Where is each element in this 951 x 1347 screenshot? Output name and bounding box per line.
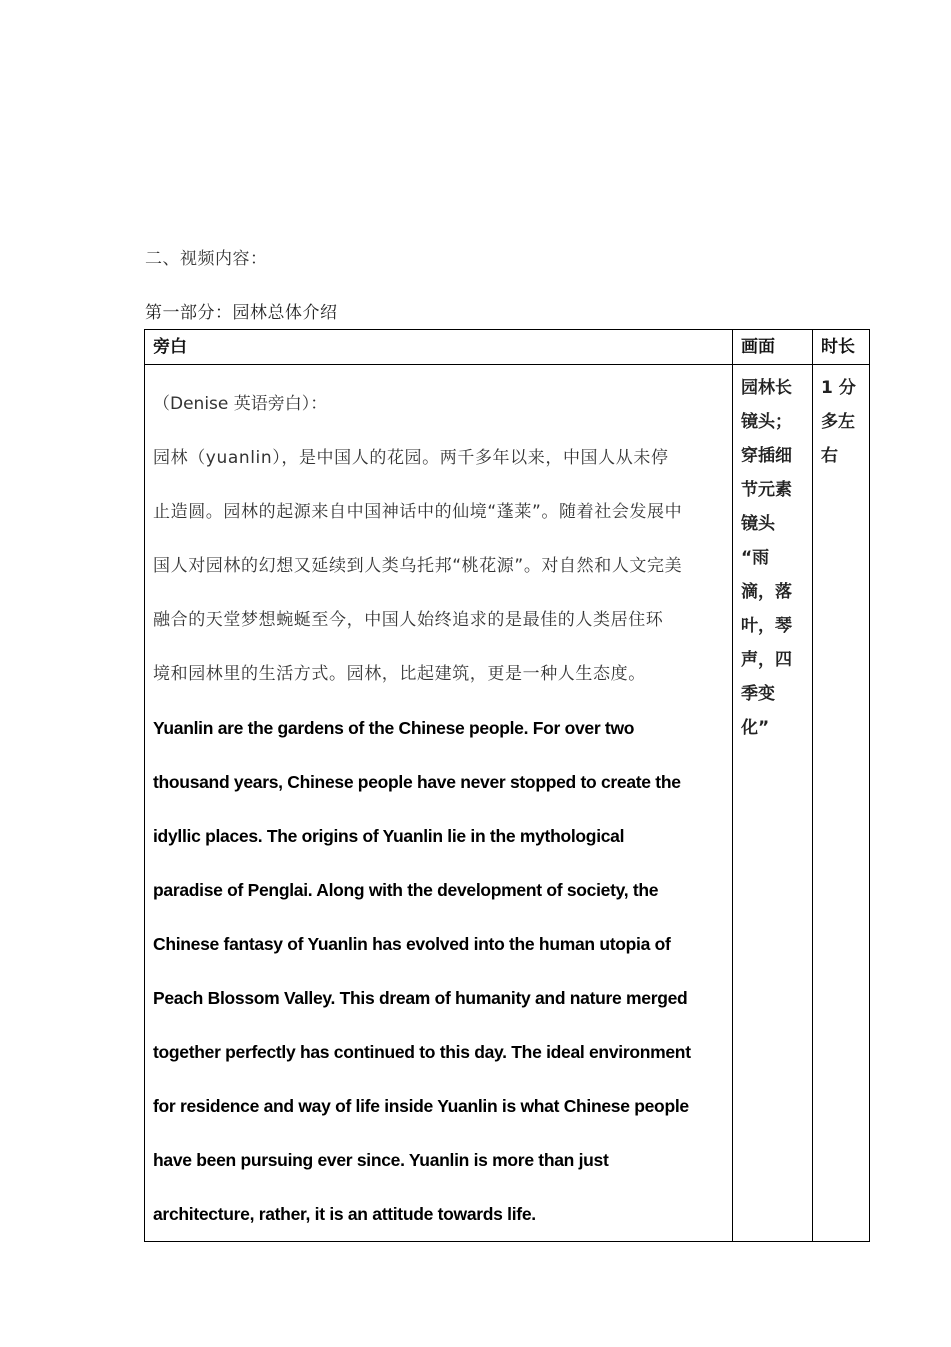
english-line: idyllic places. The origins of Yuanlin lie in the mythological	[153, 826, 625, 846]
english-line: Yuanlin are the gardens of the Chinese people. For over two	[153, 718, 635, 738]
visual-line: 化”	[741, 718, 770, 738]
english-narration	[153, 701, 724, 1241]
english-line: for residence and way of life inside Yuanlin is what Chinese people	[153, 1096, 689, 1116]
english-line: together perfectly has continued to this day. The ideal environment	[153, 1042, 691, 1062]
english-line: Chinese fantasy of Yuanlin has evolved into the human utopia of	[153, 934, 671, 954]
chinese-narration	[153, 431, 724, 701]
narrator-line: （Denise 英语旁白）：	[153, 394, 328, 414]
english-line: Peach Blossom Valley. This dream of humanity and nature merged	[153, 988, 688, 1008]
narration-header: 旁白	[145, 330, 733, 365]
visual-line: 穿插细	[741, 446, 792, 466]
chinese-line: 融合的天堂梦想蜿蜒至今，中国人始终追求的是最佳的人类居住环	[153, 610, 664, 630]
table-header-row	[145, 330, 870, 365]
visual-header: 画面	[733, 330, 813, 365]
duration-line: 1 分	[821, 378, 856, 398]
duration-cell	[813, 365, 870, 1242]
visual-line: 叶，琴	[741, 616, 792, 636]
duration-line: 右	[821, 446, 838, 466]
english-line: paradise of Penglai. Along with the development of society, the	[153, 880, 659, 900]
visual-cell	[733, 365, 813, 1242]
visual-line: 镜头；	[741, 412, 792, 432]
english-line: thousand years, Chinese people have never stopped to create the	[153, 772, 681, 792]
visual-line: 园林长	[741, 378, 792, 398]
chinese-line: 止造圆。园林的起源来自中国神话中的仙境“蓬莱”。随着社会发展中	[153, 502, 683, 522]
visual-line: 镜头	[741, 514, 775, 534]
chinese-line: 境和园林里的生活方式。园林，比起建筑，更是一种人生态度。	[153, 664, 646, 684]
narration-cell	[145, 365, 733, 1242]
chinese-line: 园林（yuanlin），是中国人的花园。两千多年以来，中国人从未停	[153, 448, 669, 468]
visual-line: 滴，落	[741, 582, 792, 602]
table-row	[145, 365, 870, 1242]
visual-line: 季变	[741, 684, 775, 704]
visual-line: “雨	[741, 548, 770, 568]
chinese-line: 国人对园林的幻想又延续到人类乌托邦“桃花源”。对自然和人文完美	[153, 556, 683, 576]
english-line: have been pursuing ever since. Yuanlin is more than just	[153, 1150, 609, 1170]
visual-line: 声，四	[741, 650, 792, 670]
visual-line: 节元素	[741, 480, 792, 500]
script-table	[144, 329, 870, 1242]
duration-line: 多左	[821, 412, 855, 432]
duration-header: 时长	[813, 330, 870, 365]
part-heading: 第一部分：园林总体介绍	[145, 303, 338, 323]
section-heading: 二、视频内容：	[145, 249, 268, 269]
english-line: architecture, rather, it is an attitude towards life.	[153, 1204, 536, 1224]
